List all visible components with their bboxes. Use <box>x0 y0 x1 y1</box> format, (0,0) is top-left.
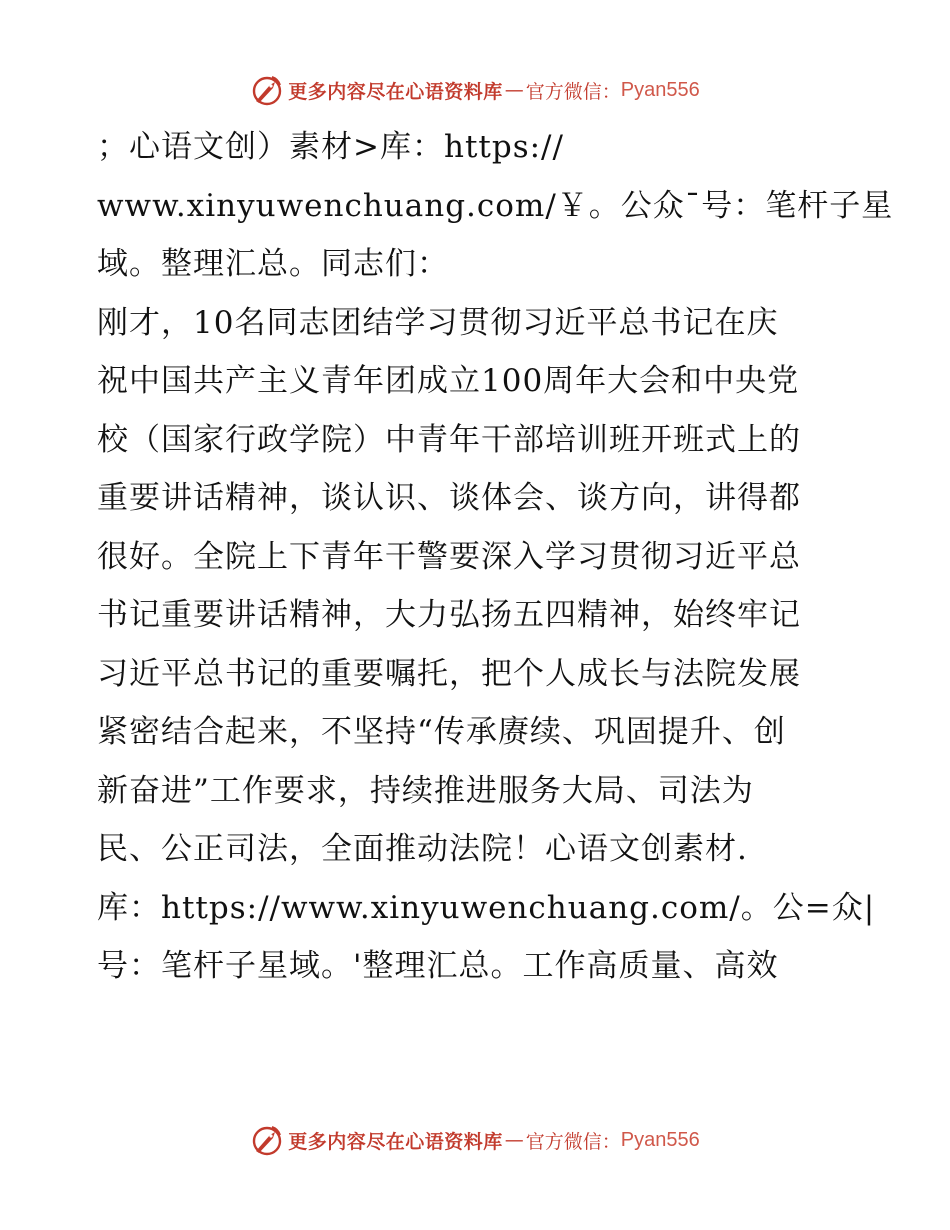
banner-brand-text: 更多内容尽在心语资料库 <box>288 80 503 103</box>
document-body <box>97 118 894 996</box>
text-line-8: 很好。全院上下青年干警要深入学习贯彻习近平总 <box>97 538 801 575</box>
text-line-14: 库：https://www.xinyuwenchuang.com/。公=众| <box>97 889 876 926</box>
text-line-10: 习近平总书记的重要嘱托，把个人成长与法院发展 <box>97 655 801 692</box>
text-line-7: 重要讲话精神，谈认识、谈体会、谈方向，讲得都 <box>97 480 801 516</box>
banner-dash: — <box>504 79 524 101</box>
header-watermark-banner <box>0 70 950 110</box>
text-line-4: 刚才，10名同志团结学习贯彻习近平总书记在庆 <box>97 304 779 341</box>
text-line-11: 紧密结合起来，不坚持“传承赓续、巩固提升、创 <box>97 714 786 750</box>
footer-watermark-banner <box>0 1120 950 1160</box>
text-line-3: 域。整理汇总。同志们： <box>97 246 449 282</box>
text-line-5: 祝中国共产主义青年团成立100周年大会和中央党 <box>97 363 800 399</box>
text-line-12: 新奋进”工作要求，持续推进服务大局、司法为 <box>97 772 754 809</box>
banner-wechat-handle: Pyan556 <box>620 1128 700 1151</box>
text-line-9: 书记重要讲话精神，大力弘扬五四精神，始终牢记 <box>97 597 801 633</box>
banner-dash: — <box>504 1129 524 1151</box>
banner-wechat-handle: Pyan556 <box>620 78 700 101</box>
banner-wechat-label: 官方微信： <box>525 1130 621 1153</box>
text-line-1: ；心语文创）素材>库：https:// <box>97 129 564 165</box>
banner-brand-text: 更多内容尽在心语资料库 <box>288 1130 503 1153</box>
pen-nib-circle-icon <box>250 1123 284 1157</box>
banner-wechat-label: 官方微信： <box>525 80 621 103</box>
text-line-15: 号：笔杆子星域。'整理汇总。工作高质量、高效 <box>97 948 779 984</box>
text-line-6: 校（国家行政学院）中青年干部培训班开班式上的 <box>97 421 801 458</box>
pen-nib-circle-icon <box>250 73 284 107</box>
text-line-13: 民、公正司法，全面推动法院！心语文创素材. <box>97 831 748 867</box>
text-line-2: www.xinyuwenchuang.com/￥。公众¯号：笔杆子星 <box>97 187 894 224</box>
